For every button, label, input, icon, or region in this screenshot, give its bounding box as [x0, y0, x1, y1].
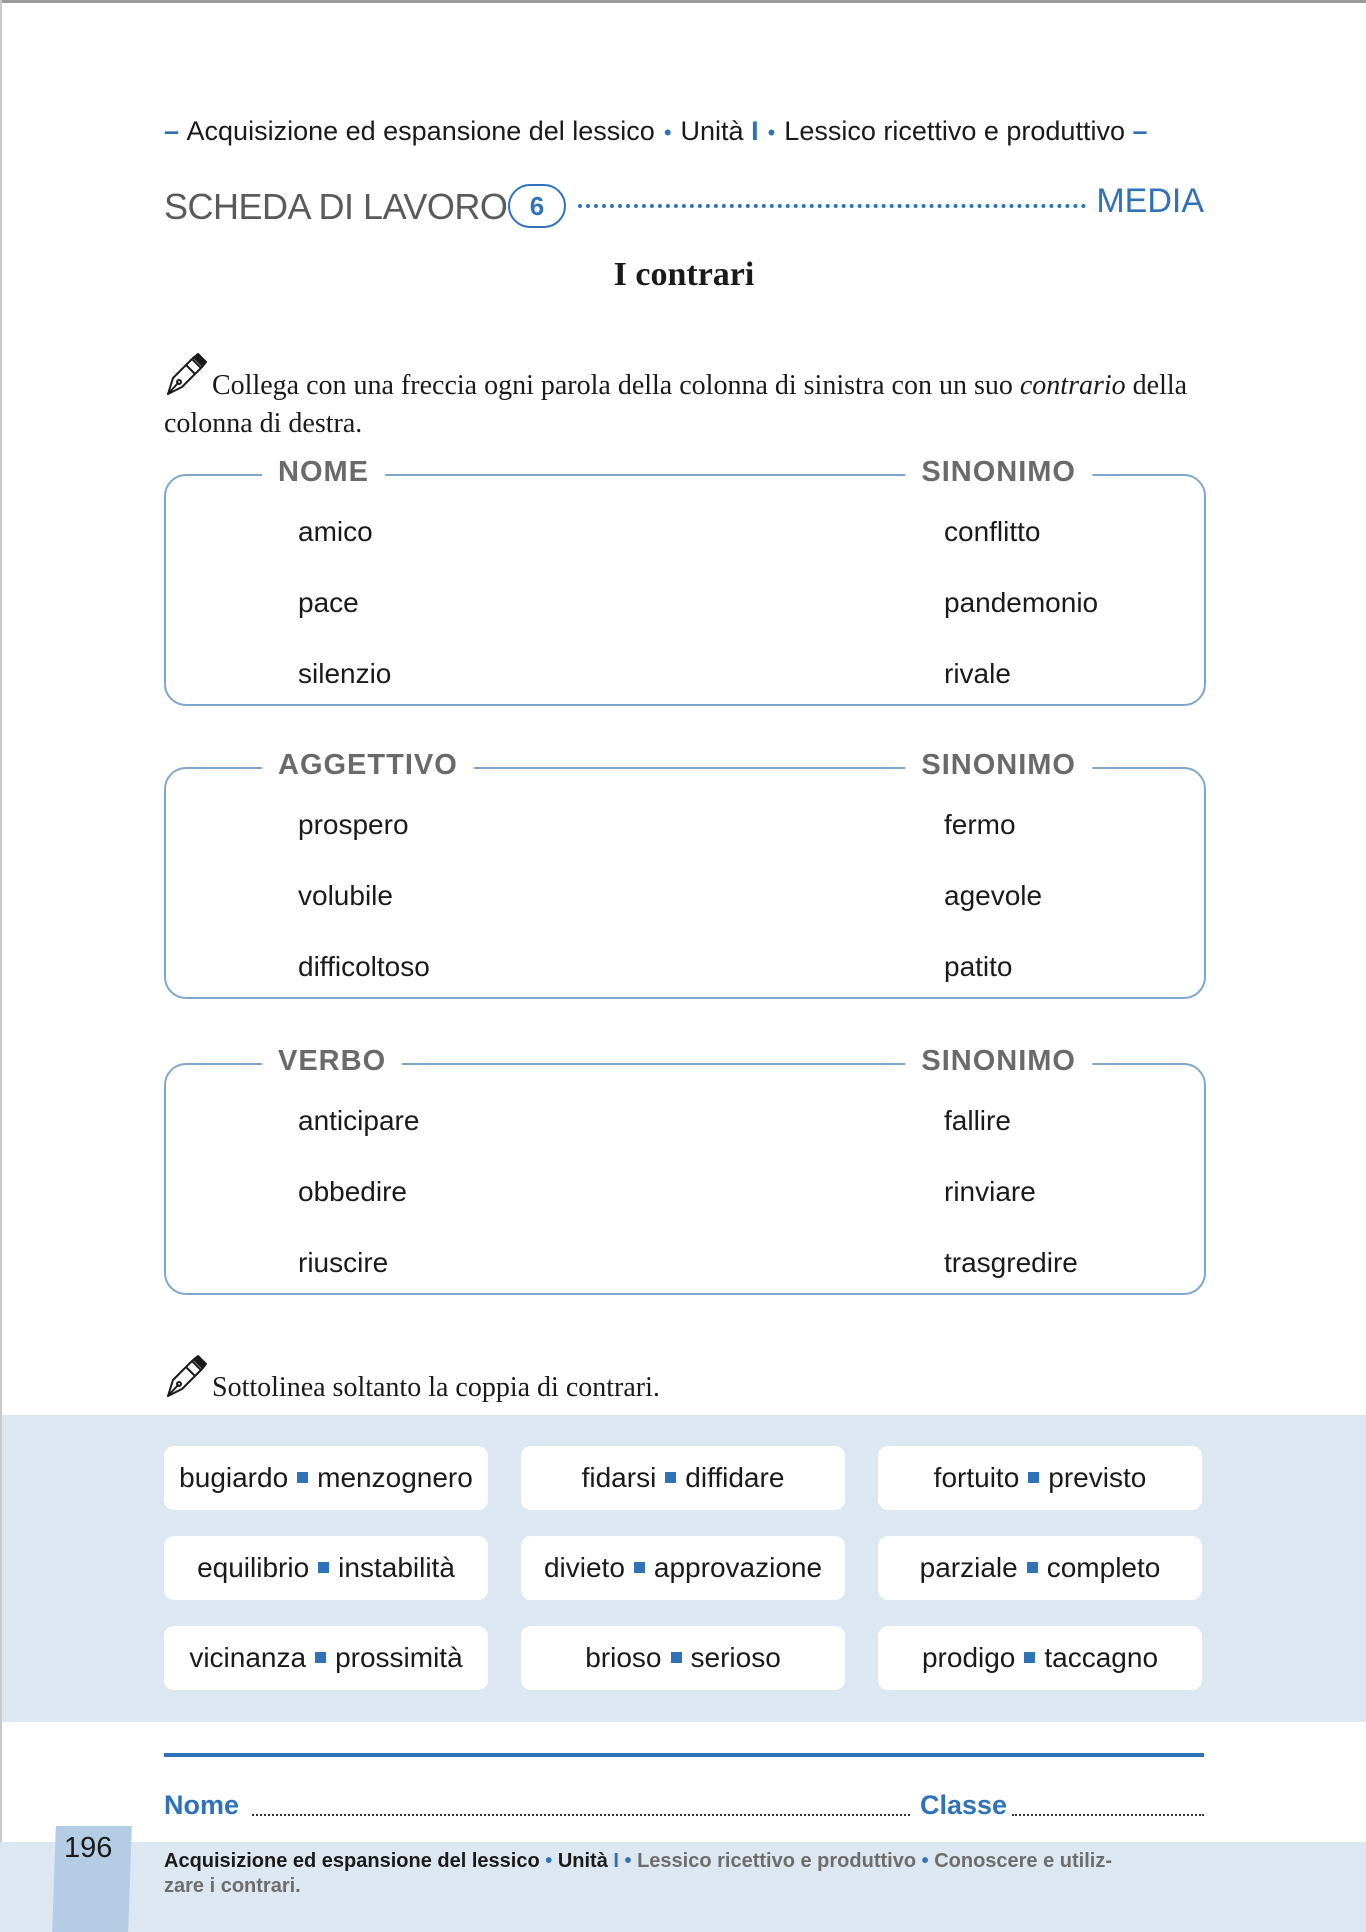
- word-pair[interactable]: [521, 1536, 845, 1600]
- footer-text: [164, 1849, 1204, 1899]
- right-word[interactable]: patito: [944, 951, 1013, 982]
- square-bullet-icon: [1028, 1472, 1039, 1483]
- footer-topic: Lessico ricettivo e produttivo: [637, 1850, 917, 1872]
- pair-word-b[interactable]: serioso: [690, 1642, 781, 1673]
- header-section: Acquisizione ed espansione del lessico: [186, 116, 655, 146]
- exercise-2-instruction: [164, 1354, 1204, 1407]
- right-word[interactable]: fermo: [944, 809, 1016, 840]
- box-heading-right: SINONIMO: [905, 456, 1092, 489]
- page-title: I contrari: [613, 256, 755, 293]
- header-dash-left: –: [164, 116, 187, 146]
- difficulty-level: MEDIA: [1096, 182, 1204, 220]
- header-dash-right: –: [1124, 116, 1148, 146]
- left-word[interactable]: prospero: [298, 809, 409, 840]
- pair-word-b[interactable]: previsto: [1048, 1462, 1147, 1493]
- dotted-leader: [578, 204, 1086, 208]
- student-fields: [164, 1788, 1204, 1828]
- square-bullet-icon: [297, 1472, 308, 1483]
- box-heading-right: SINONIMO: [905, 749, 1092, 782]
- pair-word-b[interactable]: approvazione: [653, 1552, 823, 1583]
- square-bullet-icon: [634, 1562, 645, 1573]
- left-word[interactable]: pace: [298, 587, 359, 618]
- instruction-text-a: Collega con una freccia ogni parola della colonna di sinistra con un suo: [212, 370, 1020, 401]
- word-pair[interactable]: [521, 1626, 845, 1690]
- square-bullet-icon: [665, 1472, 676, 1483]
- right-word[interactable]: fallire: [944, 1105, 1011, 1136]
- worksheet-title: SCHEDA DI LAVORO: [164, 186, 508, 227]
- pair-word-a[interactable]: bugiardo: [179, 1462, 289, 1493]
- pair-word-b[interactable]: prossimità: [335, 1642, 463, 1673]
- square-bullet-icon: [318, 1562, 329, 1573]
- right-word[interactable]: pandemonio: [944, 587, 1099, 618]
- footer-goal-continued: zare i contrari.: [164, 1875, 301, 1897]
- pair-word-a[interactable]: parziale: [919, 1552, 1018, 1583]
- left-word[interactable]: riuscire: [298, 1247, 389, 1278]
- running-header: [164, 116, 1204, 147]
- word-pair[interactable]: [164, 1626, 488, 1690]
- right-word[interactable]: rinviare: [944, 1176, 1036, 1207]
- right-word[interactable]: agevole: [944, 880, 1043, 911]
- word-pair[interactable]: [164, 1536, 488, 1600]
- square-bullet-icon: [1024, 1652, 1035, 1663]
- left-word[interactable]: amico: [298, 516, 373, 547]
- footer-goal: Conoscere e utiliz-: [934, 1850, 1112, 1872]
- class-field[interactable]: [1012, 1814, 1204, 1816]
- header-topic: Lessico ricettivo e produttivo: [784, 116, 1125, 146]
- left-word[interactable]: obbedire: [298, 1176, 407, 1207]
- pair-word-b[interactable]: completo: [1046, 1552, 1161, 1583]
- pair-word-b[interactable]: diffidare: [685, 1462, 785, 1493]
- square-bullet-icon: [1027, 1562, 1038, 1573]
- pair-word-b[interactable]: menzognero: [317, 1462, 473, 1493]
- box-heading-left: NOME: [262, 456, 385, 489]
- footer-unit-number: I: [613, 1850, 619, 1872]
- header-unit-label: Unità: [680, 116, 744, 146]
- header-unit-number: I: [751, 116, 759, 146]
- instruction-text: Sottolinea soltanto la coppia di contrari.: [212, 1372, 660, 1403]
- square-bullet-icon: [671, 1652, 682, 1663]
- pair-word-a[interactable]: fidarsi: [581, 1462, 657, 1493]
- matching-box-aggettivo: [164, 749, 1206, 999]
- word-pair[interactable]: [878, 1536, 1202, 1600]
- word-pair[interactable]: [521, 1446, 845, 1510]
- word-pair[interactable]: [164, 1446, 488, 1510]
- footer-separator: •: [545, 1850, 553, 1872]
- pair-word-b[interactable]: taccagno: [1044, 1642, 1159, 1673]
- matching-box-nome: [164, 456, 1206, 706]
- pair-word-a[interactable]: fortuito: [933, 1462, 1020, 1493]
- right-word[interactable]: rivale: [944, 658, 1011, 689]
- left-word[interactable]: difficoltoso: [298, 951, 430, 982]
- divider-rule: [164, 1753, 1204, 1757]
- pair-word-a[interactable]: prodigo: [921, 1642, 1016, 1673]
- exercise-1-instruction: [164, 352, 1204, 443]
- instruction-emphasis: contrario: [1019, 370, 1126, 401]
- window-top-border: [0, 0, 1366, 3]
- header-separator: •: [663, 120, 672, 145]
- right-word[interactable]: trasgredire: [944, 1247, 1078, 1278]
- pair-word-a[interactable]: vicinanza: [189, 1642, 307, 1673]
- footer-unit-label: Unità: [557, 1850, 608, 1872]
- name-label: Nome: [164, 1790, 240, 1820]
- matching-box-verbo: [164, 1045, 1206, 1295]
- page-number: 196: [64, 1832, 113, 1864]
- left-word[interactable]: volubile: [298, 880, 393, 911]
- left-word[interactable]: silenzio: [298, 658, 392, 689]
- pair-word-a[interactable]: divieto: [543, 1552, 625, 1583]
- right-word[interactable]: conflitto: [944, 516, 1041, 547]
- left-word[interactable]: anticipare: [298, 1105, 420, 1136]
- name-field[interactable]: [252, 1814, 910, 1816]
- class-label: Classe: [920, 1790, 1008, 1820]
- header-separator: •: [767, 120, 776, 145]
- pair-word-a[interactable]: brioso: [585, 1642, 662, 1673]
- box-heading-left: AGGETTIVO: [262, 749, 474, 782]
- worksheet-heading: [164, 182, 1204, 232]
- square-bullet-icon: [315, 1652, 326, 1663]
- pen-nib-icon: [164, 1354, 208, 1400]
- worksheet-number-badge: 6: [508, 184, 566, 228]
- instruction-text-b: della colonna di destra.: [164, 370, 1188, 439]
- footer-section: Acquisizione ed espansione del lessico: [164, 1850, 540, 1872]
- footer-separator: •: [624, 1850, 632, 1872]
- pen-nib-icon: [164, 352, 208, 398]
- box-heading-left: VERBO: [262, 1045, 402, 1078]
- word-pair[interactable]: [878, 1626, 1202, 1690]
- footer-separator: •: [921, 1850, 929, 1872]
- pair-word-b[interactable]: instabilità: [338, 1552, 455, 1583]
- pair-word-a[interactable]: equilibrio: [197, 1552, 310, 1583]
- word-pair[interactable]: [878, 1446, 1202, 1510]
- box-heading-right: SINONIMO: [905, 1045, 1092, 1078]
